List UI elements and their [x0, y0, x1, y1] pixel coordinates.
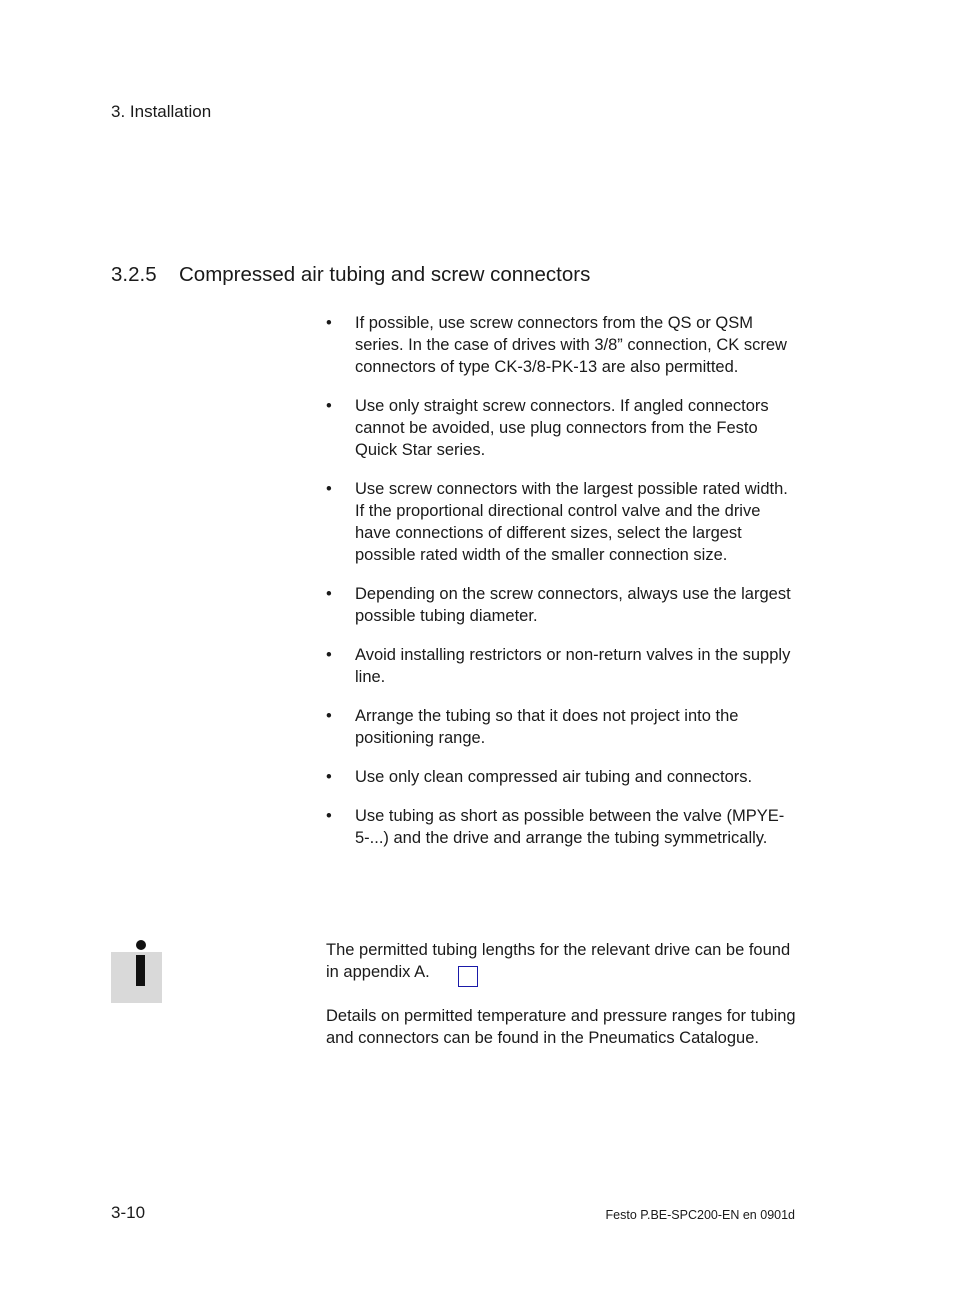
bullet-point: • [326, 768, 332, 786]
list-item [326, 583, 796, 627]
bullet-point: • [326, 807, 332, 825]
list-item [326, 478, 796, 566]
info-icon-dot [136, 940, 146, 950]
list-item-text: Use only clean compressed air tubing and connectors. [355, 768, 753, 786]
list-item-text: Use tubing as short as possible between the valve (MPYE-5-...) and the drive and arrange the tubing symmetrically. [355, 807, 785, 847]
list-item [326, 766, 796, 788]
bullet-point: • [326, 585, 332, 603]
note-paragraph-tubing-lengths: The permitted tubing lengths for the relevant drive can be found in appendix A. [326, 941, 791, 981]
bullet-point: • [326, 707, 332, 725]
list-item [326, 644, 796, 688]
list-item-text: Depending on the screw connectors, always use the largest possible tubing diameter. [355, 585, 791, 625]
list-item-text: Use screw connectors with the largest possible rated width. If the proportional directional control valve and the drive have connections of different sizes, select the largest possible rated width of the smaller connection size. [355, 480, 788, 564]
bullet-point: • [326, 480, 332, 498]
info-icon-stem [136, 955, 145, 986]
section-number: 3.2.5 [111, 263, 157, 286]
note-paragraph-ranges: Details on permitted temperature and pressure ranges for tubing and connectors can be found in the Pneumatics Catalogue. [326, 1007, 796, 1047]
list-item-text: Use only straight screw connectors. If angled connectors cannot be avoided, use plug connectors from the Festo Quick Star series. [355, 397, 769, 459]
list-item [326, 312, 796, 378]
bullet-point: • [326, 646, 332, 664]
list-item [326, 705, 796, 749]
list-item-text: If possible, use screw connectors from the QS or QSM series. In the case of drives with 3/8” connection, CK screw connectors of type CK-3/8-PK-13 are also permitted. [355, 314, 787, 376]
bullet-point: • [326, 314, 332, 332]
section-heading [111, 263, 590, 287]
running-header: 3. Installation [111, 102, 212, 121]
list-item-text: Avoid installing restrictors or non-return valves in the supply line. [355, 646, 791, 686]
section-title: Compressed air tubing and screw connectors [179, 263, 591, 286]
note-block [326, 939, 796, 1071]
page-number: 3-10 [111, 1203, 146, 1222]
list-item-text: Arrange the tubing so that it does not project into the positioning range. [355, 707, 739, 747]
document-reference: Festo P.BE-SPC200-EN en 0901d [605, 1208, 795, 1222]
bullet-list [326, 312, 796, 866]
appendix-a-link[interactable] [458, 966, 478, 987]
info-icon [135, 940, 147, 986]
list-item [326, 395, 796, 461]
list-item [326, 805, 796, 849]
bullet-point: • [326, 397, 332, 415]
